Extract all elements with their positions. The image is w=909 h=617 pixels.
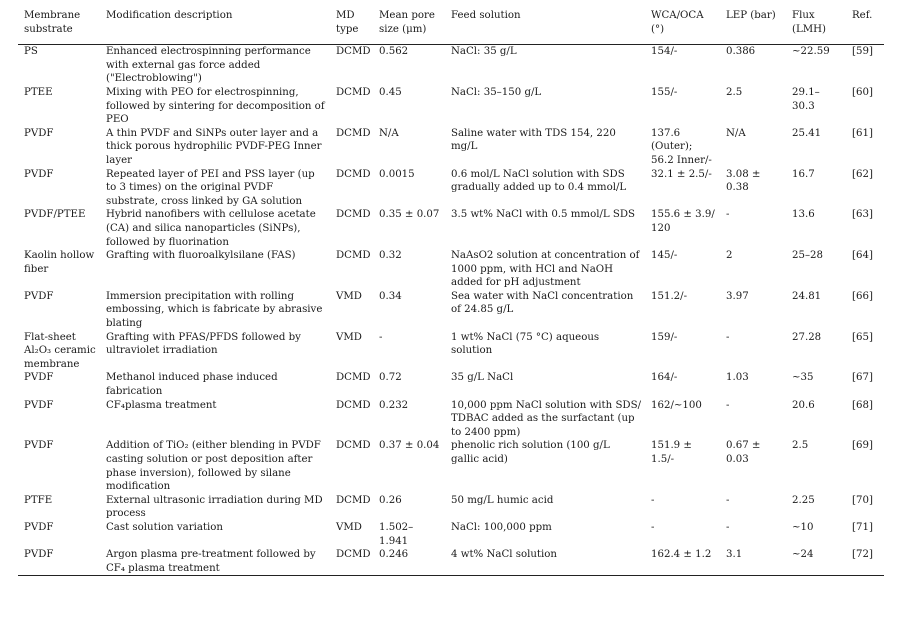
cell-modification: Argon plasma pre-treatment followed by CF₄ plasma treatment	[106, 549, 316, 574]
cell-substrate: PVDF	[24, 168, 54, 180]
cell-modification: Repeated layer of PEI and PSS layer (up to 3 times) on the original PVDF substrate, cross linked by GA solution	[106, 168, 315, 207]
cell-flux: ~24	[792, 549, 814, 561]
cell-lep: 3.1	[726, 549, 743, 561]
cell-pore-size: 0.246	[379, 549, 409, 561]
cell-feed: Sea water with NaCl concentration of 24.85 g/L	[451, 290, 634, 316]
cell-flux: 27.28	[792, 331, 822, 343]
table-row	[18, 249, 884, 290]
table-row	[18, 168, 884, 209]
cell-modification: CF₄plasma treatment	[106, 399, 217, 411]
cell-wca: 159/-	[651, 331, 678, 343]
table-row	[18, 439, 884, 493]
cell-modification: Grafting with fluoroalkylsilane (FAS)	[106, 250, 296, 262]
cell-ref: [71]	[852, 521, 873, 533]
cell-flux: 16.7	[792, 168, 815, 180]
table-row	[18, 494, 884, 521]
cell-substrate: PVDF/PTEE	[24, 209, 86, 221]
cell-md-type: VMD	[336, 331, 362, 343]
table-row	[18, 290, 884, 331]
cell-pore-size: 0.45	[379, 86, 402, 98]
cell-wca: 155/-	[651, 86, 678, 98]
table-row	[18, 548, 884, 576]
cell-flux: 2.25	[792, 494, 815, 506]
cell-md-type: DCMD	[336, 549, 371, 561]
cell-modification: Grafting with PFAS/PFDS followed by ultraviolet irradiation	[106, 331, 301, 357]
cell-lep: -	[726, 209, 730, 221]
header-md-type: MD type	[336, 10, 359, 35]
cell-lep: 0.67 ± 0.03	[726, 440, 761, 465]
cell-modification: Hybrid nanofibers with cellulose acetate (CA) and silica nanoparticles (SiNPs), followed by fluorination	[106, 209, 316, 248]
cell-feed: 3.5 wt% NaCl with 0.5 mmol/L SDS	[451, 209, 636, 221]
table-row	[18, 371, 884, 398]
cell-flux: ~35	[792, 372, 814, 384]
cell-md-type: VMD	[336, 521, 362, 533]
cell-lep: 3.08 ± 0.38	[726, 168, 761, 194]
cell-md-type: DCMD	[336, 372, 371, 384]
header-flux: Flux (LMH)	[792, 10, 827, 35]
cell-ref: [60]	[852, 86, 873, 98]
table-row	[18, 45, 884, 86]
cell-substrate: Flat-sheet Al₂O₃ ceramic membrane	[24, 331, 96, 370]
cell-md-type: DCMD	[336, 440, 371, 452]
cell-md-type: DCMD	[336, 494, 371, 506]
cell-flux: ~10	[792, 521, 814, 533]
cell-feed: NaCl: 35 g/L	[451, 46, 517, 58]
cell-substrate: Kaolin hollow fiber	[24, 250, 95, 275]
cell-ref: [63]	[852, 209, 873, 221]
cell-lep: 2.5	[726, 86, 743, 98]
cell-modification: External ultrasonic irradiation during MD process	[106, 494, 323, 520]
cell-pore-size: 0.26	[379, 494, 402, 506]
cell-wca: 162/~100	[651, 399, 702, 411]
cell-feed: phenolic rich solution (100 g/L gallic acid)	[451, 440, 610, 465]
cell-wca: -	[651, 521, 655, 533]
cell-feed: 1 wt% NaCl (75 °C) aqueous solution	[451, 331, 600, 357]
cell-pore-size: 0.232	[379, 399, 409, 411]
cell-lep: 1.03	[726, 372, 749, 384]
cell-wca: 154/-	[651, 46, 678, 58]
cell-lep: -	[726, 494, 730, 506]
cell-wca: -	[651, 494, 655, 506]
cell-pore-size: 0.72	[379, 372, 402, 384]
cell-substrate: PTEE	[24, 86, 53, 98]
cell-lep: N/A	[726, 127, 746, 139]
cell-wca: 164/-	[651, 372, 678, 384]
header-modification: Modification description	[106, 10, 233, 21]
cell-feed: 10,000 ppm NaCl solution with SDS/ TDBAC added as the surfactant (up to 2400 ppm)	[451, 399, 642, 438]
header-feed: Feed solution	[451, 10, 521, 21]
cell-flux: 25–28	[792, 250, 824, 262]
cell-feed: 0.6 mol/L NaCl solution with SDS gradually added up to 0.4 mmol/L	[451, 168, 627, 194]
cell-substrate: PVDF	[24, 399, 54, 411]
cell-lep: 3.97	[726, 290, 749, 302]
cell-ref: [68]	[852, 399, 873, 411]
cell-feed: Saline water with TDS 154, 220 mg/L	[451, 127, 616, 153]
cell-lep: -	[726, 399, 730, 411]
header-substrate: Membrane substrate	[24, 10, 81, 35]
cell-wca: 151.9 ± 1.5/-	[651, 440, 692, 465]
cell-modification: Methanol induced phase induced fabrication	[106, 372, 278, 398]
cell-wca: 137.6 (Outer); 56.2 Inner/-	[651, 127, 712, 166]
cell-pore-size: 0.0015	[379, 168, 415, 180]
cell-wca: 151.2/-	[651, 290, 688, 302]
cell-modification: Cast solution variation	[106, 521, 223, 533]
cell-modification: Mixing with PEO for electrospinning, followed by sintering for decomposition of PEO	[106, 86, 325, 126]
cell-ref: [59]	[852, 46, 873, 58]
header-pore-size: Mean pore size (μm)	[379, 10, 435, 35]
cell-flux: ~22.59	[792, 46, 830, 58]
cell-substrate: PTFE	[24, 494, 53, 506]
table-row	[18, 127, 884, 168]
cell-feed: 4 wt% NaCl solution	[451, 549, 557, 561]
table-row	[18, 86, 884, 127]
cell-ref: [69]	[852, 440, 873, 452]
cell-lep: 0.386	[726, 46, 756, 58]
cell-substrate: PVDF	[24, 440, 54, 452]
cell-substrate: PVDF	[24, 127, 54, 139]
cell-modification: A thin PVDF and SiNPs outer layer and a thick porous hydrophilic PVDF-PEG Inner layer	[106, 127, 322, 166]
cell-md-type: VMD	[336, 290, 362, 302]
cell-pore-size: 0.35 ± 0.07	[379, 209, 440, 221]
cell-md-type: DCMD	[336, 399, 371, 411]
cell-flux: 29.1–30.3	[792, 86, 820, 112]
membrane-table	[18, 6, 884, 576]
cell-substrate: PVDF	[24, 372, 54, 384]
header-ref: Ref.	[852, 10, 873, 21]
cell-feed: NaCl: 35–150 g/L	[451, 86, 542, 98]
cell-lep: 2	[726, 250, 733, 262]
cell-feed: NaAsO2 solution at concentration of 1000 ppm, with HCl and NaOH added for pH adjustment	[451, 250, 640, 289]
table-row	[18, 208, 884, 249]
cell-ref: [62]	[852, 168, 873, 180]
cell-flux: 25.41	[792, 127, 822, 139]
table-row	[18, 331, 884, 372]
cell-substrate: PVDF	[24, 290, 54, 302]
cell-feed: NaCl: 100,000 ppm	[451, 521, 552, 533]
table-row	[18, 399, 884, 440]
cell-wca: 32.1 ± 2.5/-	[651, 168, 712, 180]
cell-substrate: PVDF	[24, 549, 54, 561]
cell-feed: 50 mg/L humic acid	[451, 494, 554, 506]
cell-pore-size: 1.502–1.941	[379, 521, 414, 547]
cell-ref: [70]	[852, 494, 873, 506]
table-body	[18, 45, 884, 576]
cell-flux: 13.6	[792, 209, 815, 221]
cell-pore-size: 0.37 ± 0.04	[379, 440, 440, 452]
cell-pore-size: 0.34	[379, 290, 402, 302]
cell-lep: -	[726, 331, 730, 343]
cell-lep: -	[726, 521, 730, 533]
cell-md-type: DCMD	[336, 127, 371, 139]
cell-feed: 35 g/L NaCl	[451, 372, 514, 384]
cell-ref: [61]	[852, 127, 873, 139]
cell-pore-size: N/A	[379, 127, 399, 139]
cell-flux: 20.6	[792, 399, 815, 411]
cell-ref: [72]	[852, 549, 873, 561]
cell-md-type: DCMD	[336, 209, 371, 221]
cell-ref: [64]	[852, 250, 873, 262]
cell-md-type: DCMD	[336, 250, 371, 262]
cell-modification: Enhanced electrospinning performance with external gas force added ("Electroblowing")	[106, 46, 311, 85]
cell-substrate: PVDF	[24, 521, 54, 533]
cell-md-type: DCMD	[336, 168, 371, 180]
cell-ref: [66]	[852, 290, 873, 302]
cell-flux: 24.81	[792, 290, 822, 302]
cell-pore-size: 0.562	[379, 46, 409, 58]
header-lep: LEP (bar)	[726, 10, 776, 21]
cell-pore-size: -	[379, 331, 383, 343]
cell-flux: 2.5	[792, 440, 809, 452]
cell-md-type: DCMD	[336, 86, 371, 98]
cell-md-type: DCMD	[336, 46, 371, 58]
cell-modification: Immersion precipitation with rolling embossing, which is fabricate by abrasive blating	[106, 290, 323, 330]
cell-pore-size: 0.32	[379, 250, 402, 262]
cell-substrate: PS	[24, 46, 38, 58]
cell-wca: 145/-	[651, 250, 678, 262]
cell-modification: Addition of TiO₂ (either blending in PVDF casting solution or post deposition after phase inversion), followed by silane modification	[106, 440, 321, 493]
table-header-row	[18, 6, 884, 45]
table-row	[18, 521, 884, 548]
cell-ref: [67]	[852, 372, 873, 384]
header-wca: WCA/OCA (°)	[651, 10, 704, 35]
cell-ref: [65]	[852, 331, 873, 343]
cell-wca: 155.6 ± 3.9/ 120	[651, 209, 715, 234]
cell-wca: 162.4 ± 1.2	[651, 549, 712, 561]
